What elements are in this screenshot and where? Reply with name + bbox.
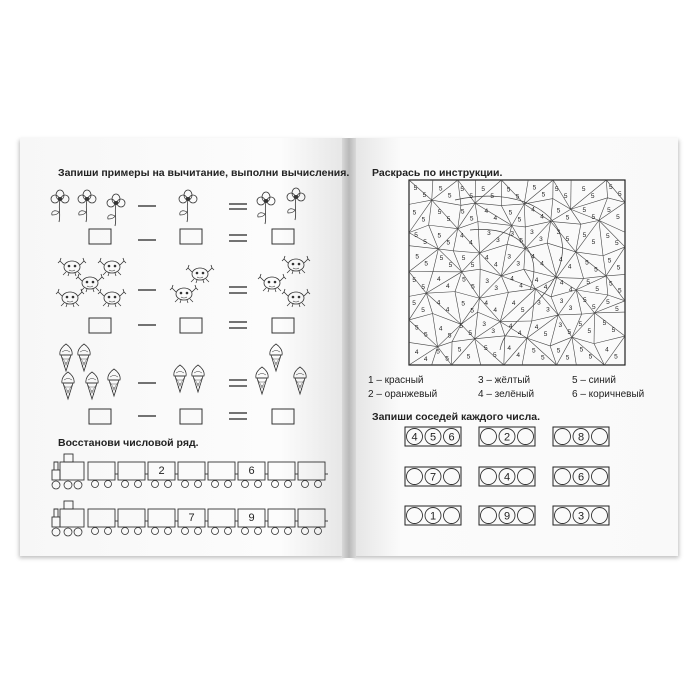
legend-item-6: 6 – коричневый xyxy=(572,389,645,400)
svg-text:5: 5 xyxy=(556,207,561,215)
svg-text:5: 5 xyxy=(466,353,471,361)
legend-item-5: 5 – синий xyxy=(572,375,616,386)
svg-text:5: 5 xyxy=(445,355,449,363)
svg-text:5: 5 xyxy=(565,236,570,244)
svg-text:5: 5 xyxy=(582,232,587,240)
svg-text:5: 5 xyxy=(616,264,621,272)
neighbor-strip xyxy=(405,467,461,486)
neighbor-number: 4 xyxy=(411,431,418,444)
svg-text:5: 5 xyxy=(424,260,428,268)
svg-text:5: 5 xyxy=(412,299,416,307)
svg-text:4: 4 xyxy=(559,279,564,287)
neighbor-strip xyxy=(553,467,609,486)
svg-text:5: 5 xyxy=(594,266,598,274)
svg-text:3: 3 xyxy=(530,229,534,237)
task-subtraction-title: Запиши примеры на вычитание, выполни вычисления. xyxy=(58,167,350,179)
train-1 xyxy=(52,454,328,489)
svg-text:5: 5 xyxy=(461,255,466,263)
svg-text:5: 5 xyxy=(447,332,452,340)
task-neighbors-title: Запиши соседей каждого числа. xyxy=(372,411,541,423)
neighbor-strip xyxy=(479,506,535,525)
svg-text:5: 5 xyxy=(591,239,596,247)
svg-text:4: 4 xyxy=(531,206,535,214)
svg-text:4: 4 xyxy=(543,284,548,292)
svg-text:5: 5 xyxy=(543,331,548,339)
svg-text:4: 4 xyxy=(446,283,450,291)
svg-text:5: 5 xyxy=(617,287,622,295)
svg-text:5: 5 xyxy=(607,257,612,265)
svg-text:5: 5 xyxy=(468,330,473,338)
svg-text:5: 5 xyxy=(460,208,465,216)
neighbor-strip xyxy=(479,427,535,446)
legend-item-3: 3 – жёлтый xyxy=(478,375,531,386)
svg-text:5: 5 xyxy=(614,353,618,361)
svg-text:3: 3 xyxy=(516,260,520,268)
svg-text:5: 5 xyxy=(423,239,427,247)
svg-text:5: 5 xyxy=(582,206,587,214)
svg-text:5: 5 xyxy=(462,276,466,284)
train-wagon-number: 9 xyxy=(248,512,255,524)
svg-text:4: 4 xyxy=(534,324,539,332)
svg-text:5: 5 xyxy=(447,192,452,200)
svg-text:5: 5 xyxy=(506,186,511,194)
svg-text:4: 4 xyxy=(516,351,521,359)
svg-text:5: 5 xyxy=(588,353,593,361)
svg-text:5: 5 xyxy=(448,261,453,269)
svg-text:5: 5 xyxy=(595,285,600,293)
svg-text:5: 5 xyxy=(421,306,425,314)
svg-text:5: 5 xyxy=(606,299,610,307)
crab-group-2 xyxy=(170,265,214,303)
svg-text:5: 5 xyxy=(481,186,485,194)
neighbor-strips xyxy=(405,427,609,525)
svg-text:5: 5 xyxy=(469,215,474,223)
svg-text:5: 5 xyxy=(414,232,418,240)
svg-text:5: 5 xyxy=(471,283,475,291)
svg-text:5: 5 xyxy=(469,193,473,201)
svg-text:5: 5 xyxy=(484,345,488,353)
task-coloring-title: Раскрась по инструкции. xyxy=(372,167,503,179)
svg-text:5: 5 xyxy=(413,185,418,193)
svg-text:4: 4 xyxy=(517,330,522,338)
icecream-group-3 xyxy=(256,344,306,394)
svg-text:4: 4 xyxy=(558,256,563,264)
train-wagon-number: 6 xyxy=(248,465,255,477)
svg-text:5: 5 xyxy=(532,184,537,192)
svg-text:5: 5 xyxy=(554,185,559,193)
svg-text:4: 4 xyxy=(511,299,516,307)
svg-text:5: 5 xyxy=(607,207,611,215)
svg-text:4: 4 xyxy=(438,325,443,333)
icecream-group-5 xyxy=(60,344,120,399)
svg-text:5: 5 xyxy=(421,216,426,224)
svg-text:5: 5 xyxy=(565,354,570,362)
svg-text:3: 3 xyxy=(568,304,573,312)
svg-text:5: 5 xyxy=(520,306,525,314)
svg-text:5: 5 xyxy=(508,209,513,217)
svg-text:5: 5 xyxy=(608,280,613,288)
svg-text:3: 3 xyxy=(487,230,491,238)
svg-text:5: 5 xyxy=(540,354,545,362)
svg-text:4: 4 xyxy=(507,344,512,352)
legend-item-1: 1 – красный xyxy=(368,375,424,386)
neighbor-number: 1 xyxy=(429,510,437,523)
svg-text:4: 4 xyxy=(414,348,419,356)
svg-text:5: 5 xyxy=(614,239,619,247)
svg-text:4: 4 xyxy=(519,282,523,290)
neighbor-number: 6 xyxy=(448,431,455,444)
svg-text:3: 3 xyxy=(491,328,495,336)
crab-group-3 xyxy=(258,256,310,307)
svg-text:5: 5 xyxy=(605,232,610,240)
svg-text:4: 4 xyxy=(568,286,573,294)
svg-text:5: 5 xyxy=(493,352,497,360)
svg-text:5: 5 xyxy=(587,327,592,335)
svg-text:5: 5 xyxy=(531,347,536,355)
flower-group-2 xyxy=(257,188,305,224)
neighbor-strip xyxy=(553,506,609,525)
neighbor-number: 3 xyxy=(577,510,585,523)
svg-text:5: 5 xyxy=(608,184,613,192)
svg-text:5: 5 xyxy=(602,320,607,328)
svg-text:3: 3 xyxy=(539,236,543,244)
legend-item-2: 2 – оранжевый xyxy=(368,389,438,400)
svg-text:4: 4 xyxy=(485,254,489,262)
svg-text:5: 5 xyxy=(438,185,443,193)
svg-text:3: 3 xyxy=(559,297,564,305)
svg-text:5: 5 xyxy=(556,347,561,355)
neighbor-number: 7 xyxy=(429,471,437,484)
svg-text:5: 5 xyxy=(611,327,616,335)
svg-text:5: 5 xyxy=(437,232,442,240)
svg-text:4: 4 xyxy=(540,213,544,221)
svg-text:5: 5 xyxy=(583,296,587,304)
svg-text:4: 4 xyxy=(445,306,450,314)
svg-text:3: 3 xyxy=(546,306,550,314)
svg-text:4: 4 xyxy=(531,253,535,261)
svg-text:5: 5 xyxy=(436,348,440,356)
svg-text:5: 5 xyxy=(578,320,583,328)
svg-text:4: 4 xyxy=(469,239,473,247)
crab-group-5 xyxy=(56,258,126,307)
svg-text:4: 4 xyxy=(508,323,513,331)
svg-text:4: 4 xyxy=(605,346,609,354)
svg-text:5: 5 xyxy=(446,239,451,247)
svg-text:5: 5 xyxy=(590,192,595,200)
svg-text:5: 5 xyxy=(437,208,442,216)
svg-text:5: 5 xyxy=(470,262,475,270)
svg-text:4: 4 xyxy=(534,277,539,285)
neighbor-strip xyxy=(405,427,461,446)
neighbor-number: 5 xyxy=(429,431,437,444)
neighbor-strip xyxy=(479,467,535,486)
svg-text:5: 5 xyxy=(470,307,474,315)
train-wagon-number: 2 xyxy=(158,465,165,477)
neighbor-number: 9 xyxy=(503,510,511,523)
svg-text:5: 5 xyxy=(461,300,465,308)
train-wagon-number: 7 xyxy=(188,512,195,524)
svg-text:5: 5 xyxy=(591,213,596,221)
svg-text:4: 4 xyxy=(436,299,441,307)
svg-text:5: 5 xyxy=(421,284,425,292)
svg-text:4: 4 xyxy=(460,232,464,240)
neighbor-number: 2 xyxy=(503,431,511,444)
legend-item-4: 4 – зелёный xyxy=(478,389,535,400)
svg-text:3: 3 xyxy=(507,253,511,261)
neighbor-strip xyxy=(405,506,461,525)
svg-text:3: 3 xyxy=(485,277,489,285)
svg-text:5: 5 xyxy=(415,324,419,332)
svg-text:5: 5 xyxy=(415,253,419,261)
svg-text:4: 4 xyxy=(437,276,441,284)
svg-text:5: 5 xyxy=(565,214,570,222)
neighbor-number: 8 xyxy=(577,431,585,444)
svg-text:5: 5 xyxy=(422,192,427,200)
svg-text:5: 5 xyxy=(446,215,451,223)
svg-text:3: 3 xyxy=(496,237,500,245)
svg-text:4: 4 xyxy=(484,300,489,308)
svg-text:4: 4 xyxy=(493,307,498,315)
svg-text:5: 5 xyxy=(519,237,523,245)
icecream-group-2 xyxy=(174,365,204,392)
svg-text:4: 4 xyxy=(540,260,544,268)
svg-text:3: 3 xyxy=(482,321,486,329)
svg-text:4: 4 xyxy=(423,355,428,363)
svg-text:5: 5 xyxy=(424,331,428,339)
svg-text:5: 5 xyxy=(615,306,619,314)
svg-text:5: 5 xyxy=(517,216,522,224)
svg-text:4: 4 xyxy=(494,261,498,269)
svg-text:5: 5 xyxy=(581,185,586,193)
svg-text:5: 5 xyxy=(541,191,546,199)
svg-text:5: 5 xyxy=(515,193,520,201)
svg-text:5: 5 xyxy=(412,209,417,217)
svg-text:3: 3 xyxy=(510,230,514,238)
svg-text:5: 5 xyxy=(579,346,584,354)
svg-text:5: 5 xyxy=(617,191,622,199)
neighbor-number: 4 xyxy=(503,471,511,484)
svg-text:4: 4 xyxy=(493,214,498,222)
svg-text:4: 4 xyxy=(567,263,572,271)
svg-text:3: 3 xyxy=(494,284,498,292)
svg-text:5: 5 xyxy=(567,329,572,337)
svg-text:5: 5 xyxy=(459,323,464,331)
svg-text:4: 4 xyxy=(484,207,489,215)
neighbor-number: 6 xyxy=(577,471,585,484)
svg-text:5: 5 xyxy=(563,192,568,200)
neighbor-strip xyxy=(553,427,609,446)
svg-text:5: 5 xyxy=(412,277,416,285)
svg-text:3: 3 xyxy=(556,229,561,237)
flower-group-1 xyxy=(179,190,197,222)
svg-text:3: 3 xyxy=(537,299,541,307)
svg-text:5: 5 xyxy=(592,303,596,311)
svg-text:5: 5 xyxy=(439,254,444,262)
svg-text:4: 4 xyxy=(510,275,514,283)
svg-text:5: 5 xyxy=(460,186,464,194)
task-number-row-title: Восстанови числовой ряд. xyxy=(58,437,199,449)
svg-text:5: 5 xyxy=(586,278,591,286)
svg-text:3: 3 xyxy=(558,322,563,330)
svg-text:5: 5 xyxy=(457,346,462,354)
svg-text:5: 5 xyxy=(616,214,620,222)
svg-text:5: 5 xyxy=(490,193,494,201)
svg-text:5: 5 xyxy=(585,259,589,267)
flower-group-3 xyxy=(51,190,125,226)
